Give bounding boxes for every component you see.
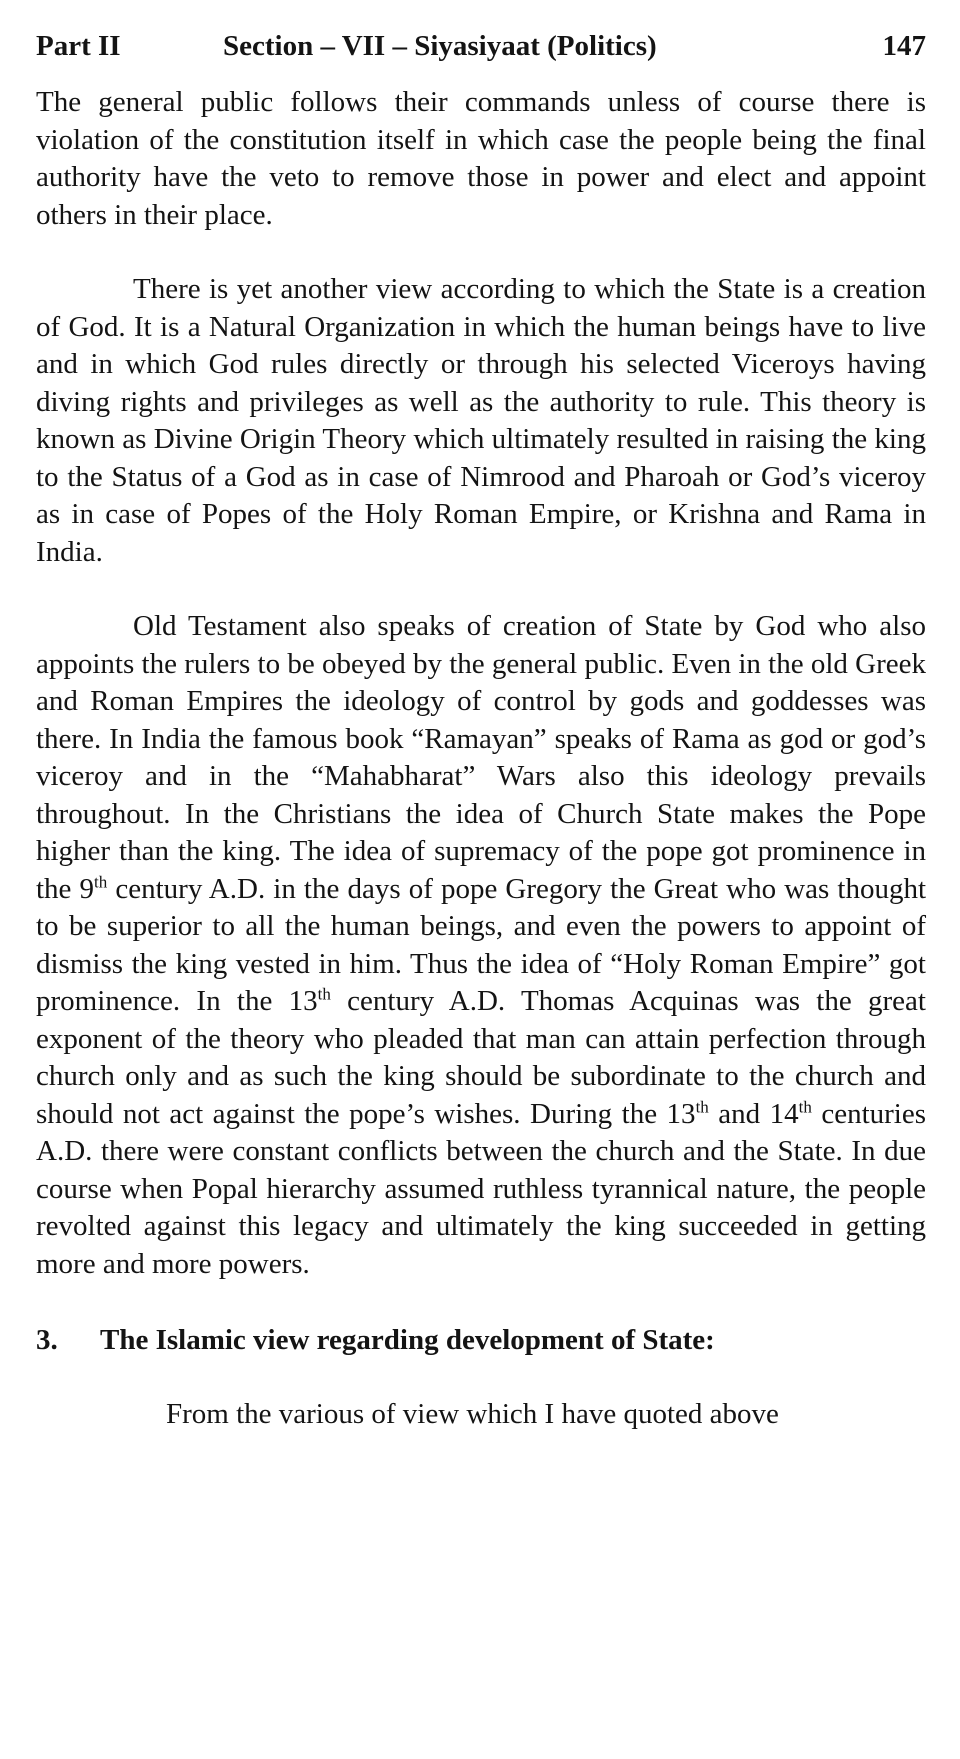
paragraph-2: There is yet another view according to which the State is a creation of God. It is a Natural Organization in which the human beings have to live and in which God rules directly or through his selected Viceroys having diving rights and privileges as well as the authority to rule. This theory is known as Divine Origin Theory which ultimately resulted in raising the king to the Status of a God as in case of Nimrood and Pharoah or God’s viceroy as in case of Popes of the Holy Roman Empire, or Krishna and Rama in India. [36, 273, 926, 568]
part-label: Part II [36, 30, 121, 62]
heading-text: The Islamic view regarding development of State: [100, 1324, 715, 1356]
paragraph-1: The general public follows their commands unless of course there is violation of the constitution itself in which case the people being the final authority have the veto to remove those in power and elect and appoint others in their place. [36, 86, 926, 231]
paragraph-3-text-a: Old Testament also speaks of creation of State by God who also appoints the rulers to be obeyed by the general public. Even in the old Greek and Roman Empires the ideology of control by gods and goddesses was there. In India the famous book “Ramayan” speaks of Rama as god or god’s viceroy and in the “Mahabharat” Wars also this ideology prevails throughout. In the Christians the idea of Church State makes the Pope higher than the king. The idea of supremacy of the pope got prominence in the 9 [36, 610, 926, 905]
paragraph-3-text-b: century A.D. in the days of pope Gregory the Great who was thought to be superior to all the human beings, and even the powers to appoint of dismiss the king vested in him. Thus the idea of “Holy Roman Empire” got prominence. In the 13 [36, 872, 927, 1017]
ordinal-superscript: th [317, 984, 331, 1004]
paragraph-3-text-e: centuries A.D. there were constant conflicts between the church and the State. In due course when Popal hierarchy assumed ruthless tyrannical nature, the people revolted against this legacy and ultimately the king succeeded in getting more and more powers. [36, 1097, 927, 1280]
paragraph-3-text-d: and 14 [708, 1097, 799, 1130]
paragraph-4: From the various of view which I have quoted above [166, 1398, 779, 1430]
paragraph-3-text-c: century A.D. Thomas Acquinas was the great exponent of the theory who pleaded that man can attain perfection through church only and as such the king should be subordinate to the church and should not act against the pope’s wishes. During the 13 [36, 985, 926, 1130]
heading-number: 3. [36, 1324, 58, 1356]
ordinal-superscript: th [94, 871, 108, 891]
document-page [36, 18, 926, 1433]
page-number: 147 [882, 30, 926, 62]
page-header [36, 18, 926, 74]
section-heading [36, 1321, 926, 1359]
section-title: Section – VII – Siyasiyaat (Politics) [223, 30, 657, 62]
ordinal-superscript: th [798, 1096, 812, 1116]
paragraph-3 [36, 608, 926, 1283]
ordinal-superscript: th [695, 1096, 709, 1116]
